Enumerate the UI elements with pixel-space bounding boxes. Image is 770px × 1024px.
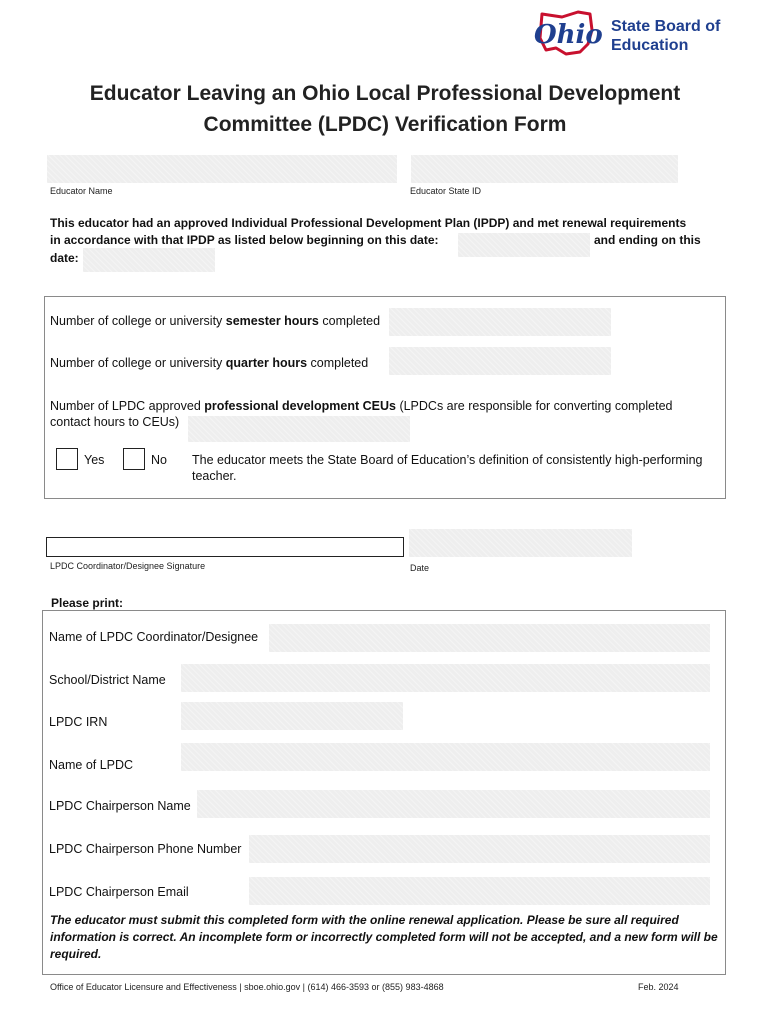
org-name-line2: Education <box>611 37 689 54</box>
ceu-field[interactable] <box>188 416 410 442</box>
yes-label: Yes <box>84 453 105 467</box>
high-performing-text-line1: The educator meets the State Board of Education’s definition of consistently high-performing <box>192 453 703 467</box>
no-checkbox[interactable] <box>123 448 145 470</box>
footer-office: Office of Educator Licensure and Effectiveness | sboe.ohio.gov | (614) 466-3593 or (855) 983-4868 <box>50 982 444 992</box>
signature-field[interactable] <box>46 537 404 557</box>
lpdc-irn-label: LPDC IRN <box>49 715 108 729</box>
ceu-label-line2: contact hours to CEUs) <box>50 415 180 429</box>
please-print-heading: Please print: <box>51 596 124 610</box>
quarter-hours-field[interactable] <box>389 347 611 375</box>
signature-date-field[interactable] <box>409 529 632 557</box>
educator-name-label: Educator Name <box>50 186 113 196</box>
ohio-logo <box>528 8 608 58</box>
chairperson-name-field[interactable] <box>197 790 710 818</box>
educator-name-field[interactable] <box>47 155 397 183</box>
begin-date-field[interactable] <box>458 233 590 257</box>
lpdc-name-label: Name of LPDC <box>49 758 134 772</box>
chairperson-name-label: LPDC Chairperson Name <box>49 799 191 813</box>
school-district-label: School/District Name <box>49 673 166 687</box>
yes-checkbox[interactable] <box>56 448 78 470</box>
no-label: No <box>151 453 167 467</box>
statement-line2a: in accordance with that IPDP as listed below beginning on this date: <box>50 233 439 247</box>
statement-line3: date: <box>50 251 79 265</box>
semester-hours-label: Number of college or university semester hours completed <box>50 314 381 328</box>
title-line1: Educator Leaving an Ohio Local Professional Development <box>89 82 681 105</box>
submission-note: The educator must submit this completed form with the online renewal application. Please be sure all required information is correct. An incomplete form or incorrectly completed form will not be accepted, and a new form will be required. <box>50 913 718 961</box>
quarter-hours-label: Number of college or university quarter hours completed <box>50 356 369 370</box>
chairperson-email-field[interactable] <box>249 877 710 905</box>
chairperson-phone-field[interactable] <box>249 835 710 863</box>
title-line2: Committee (LPDC) Verification Form <box>203 113 567 136</box>
chairperson-phone-label: LPDC Chairperson Phone Number <box>49 842 242 856</box>
org-name-line1: State Board of <box>611 18 721 35</box>
semester-hours-field[interactable] <box>389 308 611 336</box>
coordinator-name-field[interactable] <box>269 624 710 652</box>
high-performing-text-line2: teacher. <box>192 469 237 483</box>
coordinator-name-label: Name of LPDC Coordinator/Designee <box>49 630 259 644</box>
date-label: Date <box>410 563 430 573</box>
educator-state-id-label: Educator State ID <box>410 186 482 196</box>
end-date-field[interactable] <box>83 248 215 272</box>
statement-line2b: and ending on this <box>594 233 701 247</box>
logo-word: Ohio <box>534 20 603 50</box>
footer-date: Feb. 2024 <box>638 982 679 992</box>
statement-line1: This educator had an approved Individual Professional Development Plan (IPDP) and met renewal requirements <box>50 216 687 230</box>
ceu-label: Number of LPDC approved professional development CEUs (LPDCs are responsible for converting completed <box>50 399 673 413</box>
school-district-field[interactable] <box>181 664 710 692</box>
lpdc-name-field[interactable] <box>181 743 710 771</box>
educator-state-id-field[interactable] <box>411 155 678 183</box>
lpdc-irn-field[interactable] <box>181 702 403 730</box>
chairperson-email-label: LPDC Chairperson Email <box>49 885 189 899</box>
signature-label: LPDC Coordinator/Designee Signature <box>50 561 206 571</box>
page-title <box>0 78 770 140</box>
